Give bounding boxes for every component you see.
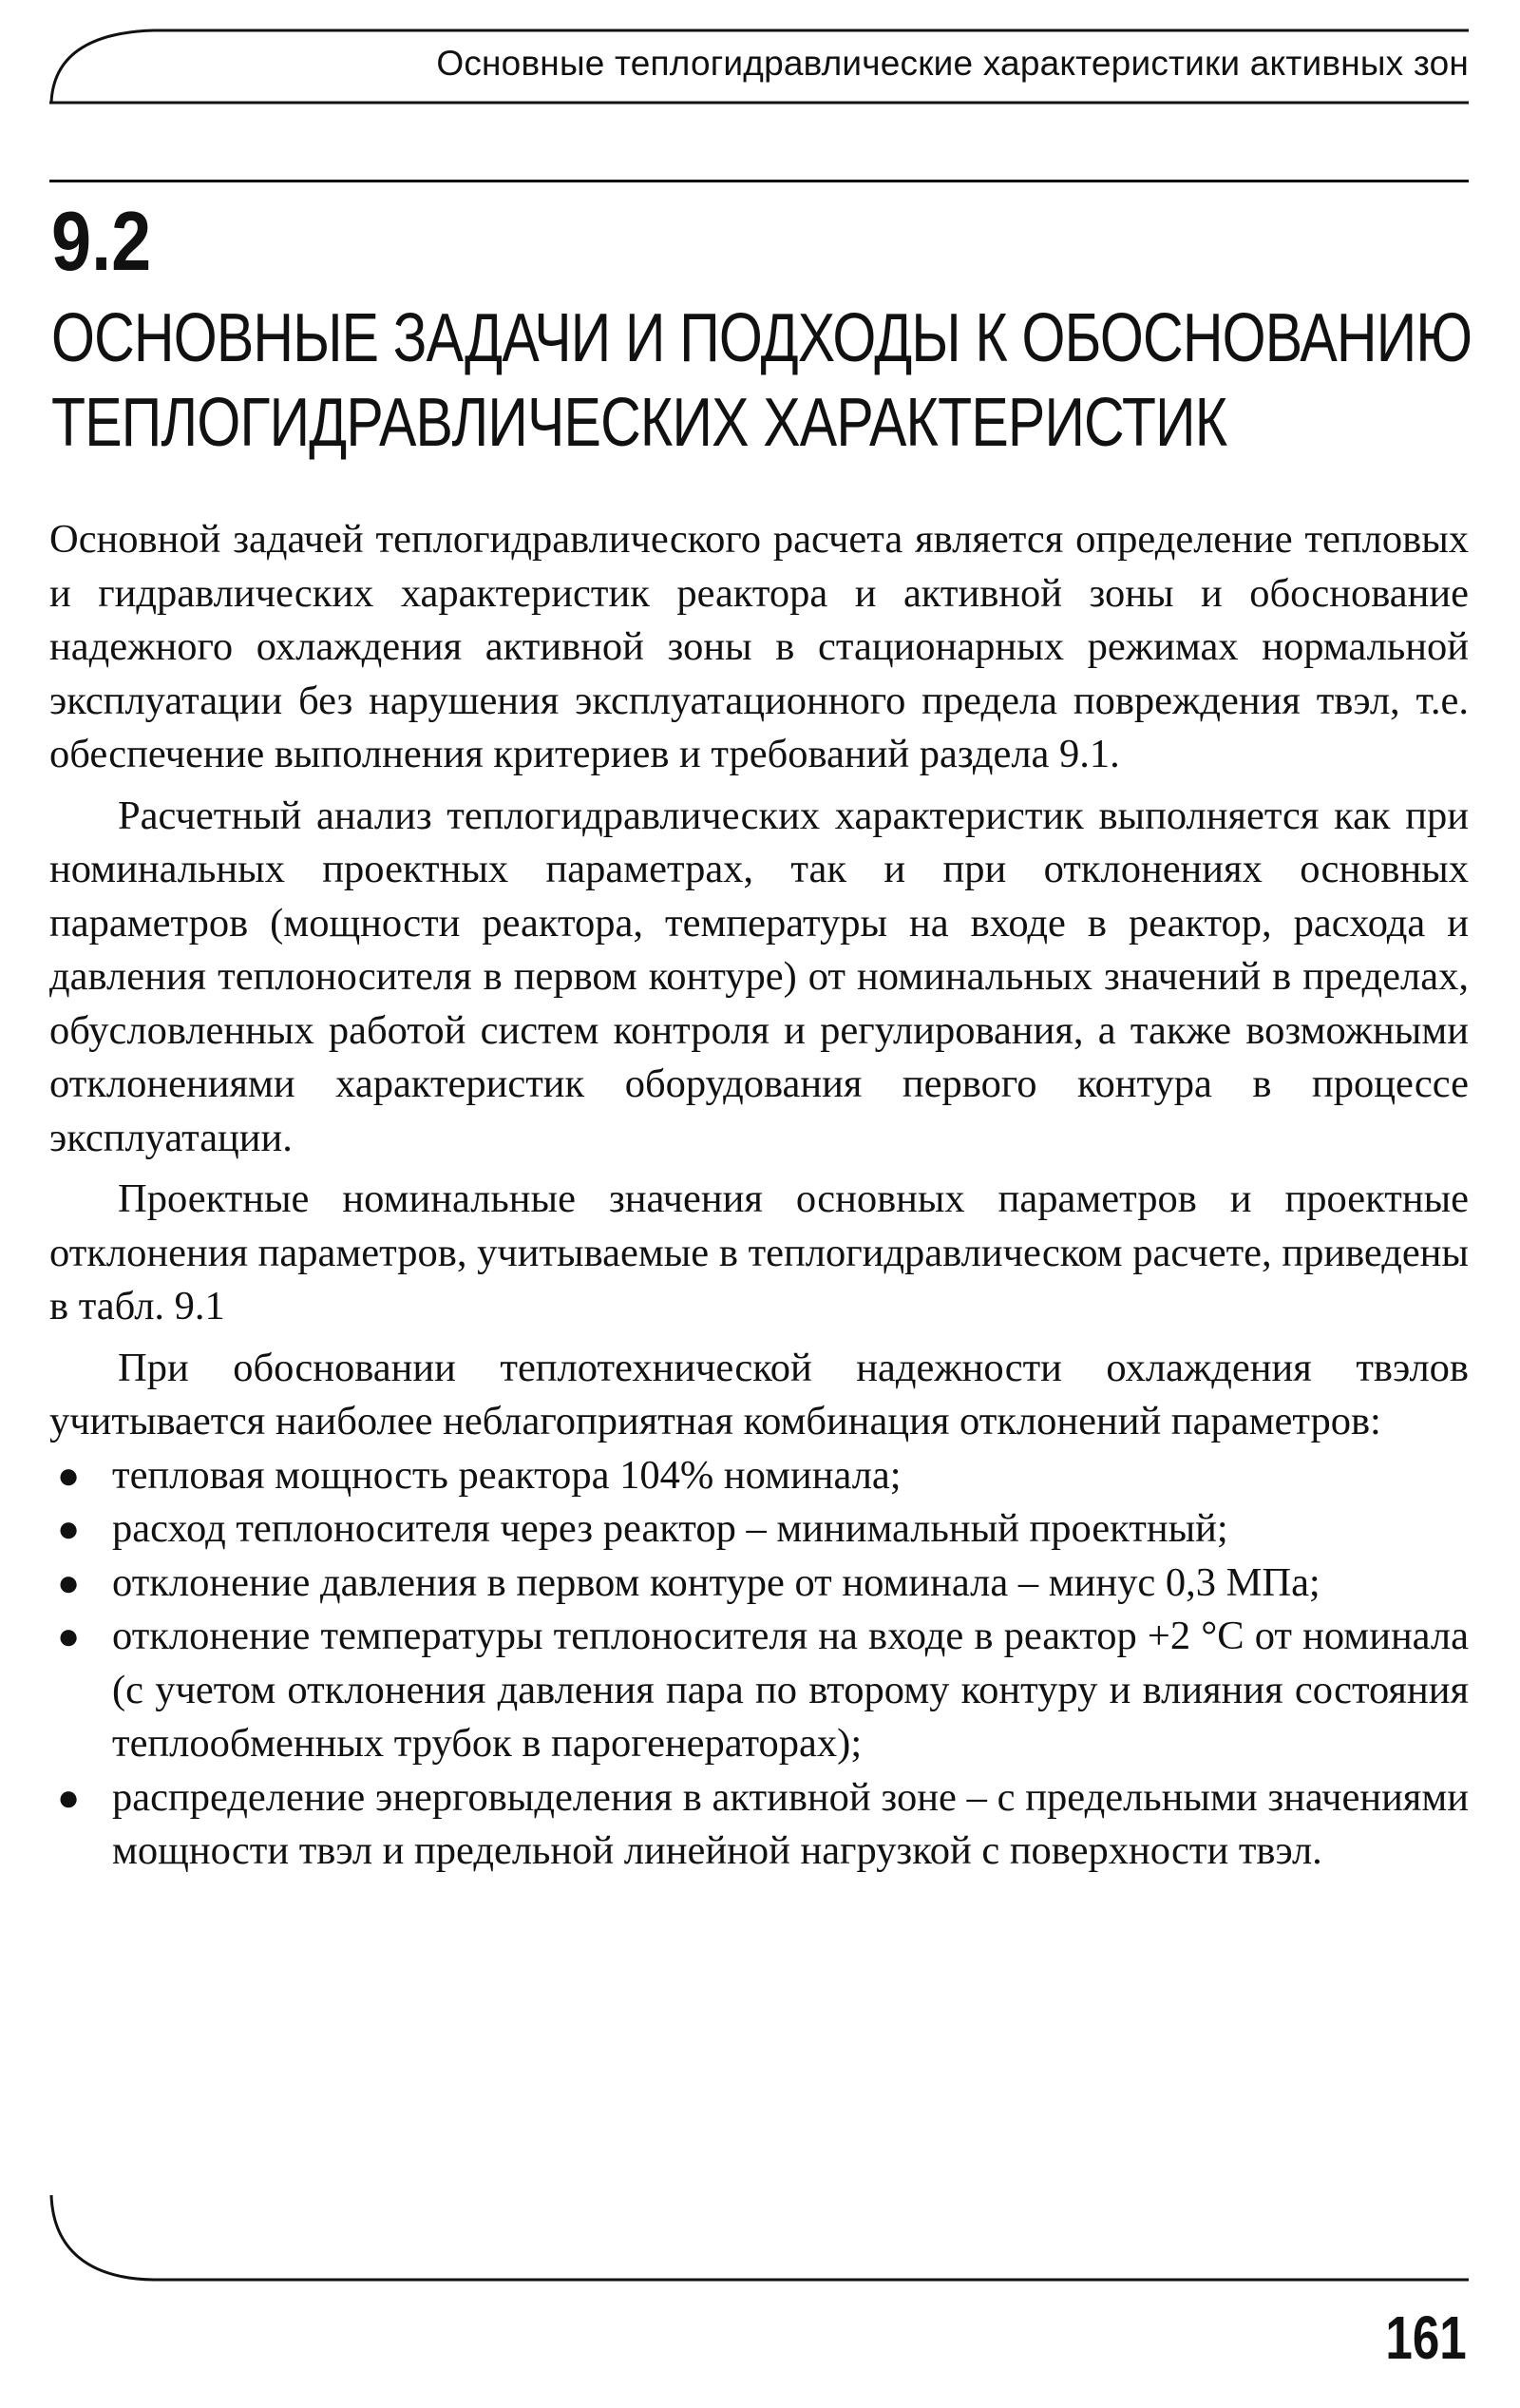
bullet-icon: ● (57, 1507, 81, 1550)
list-item (49, 1449, 1469, 1503)
section-divider (49, 180, 1469, 182)
list-item (49, 1610, 1469, 1771)
section-number: 9.2 (51, 194, 152, 288)
list-item-text: отклонение температуры теплоносителя на входе в реактор +2 °С от номинала (с учетом отклонения давления пара по второму контуру и влияния состояния теплообменных трубок в парогенераторах); (112, 1614, 1469, 1766)
section-title-line: ОСНОВНЫЕ ЗАДАЧИ И ПОДХОДЫ К ОБОСНОВАНИЮ (51, 300, 1472, 376)
footer-frame (49, 2195, 1469, 2283)
bullet-list (49, 1449, 1469, 1879)
bullet-icon: ● (57, 1775, 81, 1819)
section-title-line: ТЕПЛОГИДРАВЛИЧЕСКИХ ХАРАКТЕРИСТИК (51, 385, 1227, 461)
list-item-text: отклонение давления в первом контуре от номинала – минус 0,3 МПа; (112, 1559, 1320, 1605)
paragraph: Расчетный анализ теплогидравлических характеристик выполняется как при номинальных проектных параметрах, так и при отклонениях основных параметров (мощности реактора, температуры на входе в реактор, расхода и давления теплоносителя в первом контуре) от номинальных значений в пределах, обусловленных работой систем контроля и регулирования, а также возможными отклонениями характеристик оборудования первого контура в процессе эксплуатации. (49, 793, 1469, 1160)
paragraph: При обосновании теплотехнической надежности охлаждения твэлов учитывается наиболее неблагоприятная комбинация отклонений параметров: (49, 1345, 1469, 1443)
paragraph: Проектные номинальные значения основных параметров и проектные отклонения параметров, учитываемые в теплогидравлическом расчете, приведены в табл. 9.1 (49, 1176, 1469, 1328)
list-item (49, 1557, 1469, 1611)
section-title (51, 296, 1472, 466)
list-item (49, 1502, 1469, 1557)
list-item-text: тепловая мощность реактора 104% номинала; (112, 1452, 902, 1498)
list-item (49, 1771, 1469, 1879)
bullet-icon: ● (57, 1453, 81, 1497)
paragraph: Основной задачей теплогидравлического расчета является определение тепловых и гидравлических характеристик реактора и активной зоны и обоснование надежного охлаждения активной зоны в стационарных режимах нормальной эксплуатации без нарушения эксплуатационного предела повреждения твэл, т.е. обеспечение выполнения критериев и требований раздела 9.1. (49, 517, 1469, 776)
bullet-icon: ● (57, 1615, 81, 1657)
list-item-text: расход теплоносителя через реактор – минимальный проектный; (112, 1506, 1228, 1551)
bullet-icon: ● (57, 1560, 81, 1604)
page-number: 161 (1385, 2303, 1467, 2372)
running-head: Основные теплогидравлические характеристики активных зон (436, 44, 1469, 83)
body-text (49, 513, 1469, 1879)
list-item-text: распределение энерговыделения в активной зоне – с предельными значениями мощности твэл и предельной линейной нагрузкой с поверхности твэл. (112, 1774, 1469, 1873)
